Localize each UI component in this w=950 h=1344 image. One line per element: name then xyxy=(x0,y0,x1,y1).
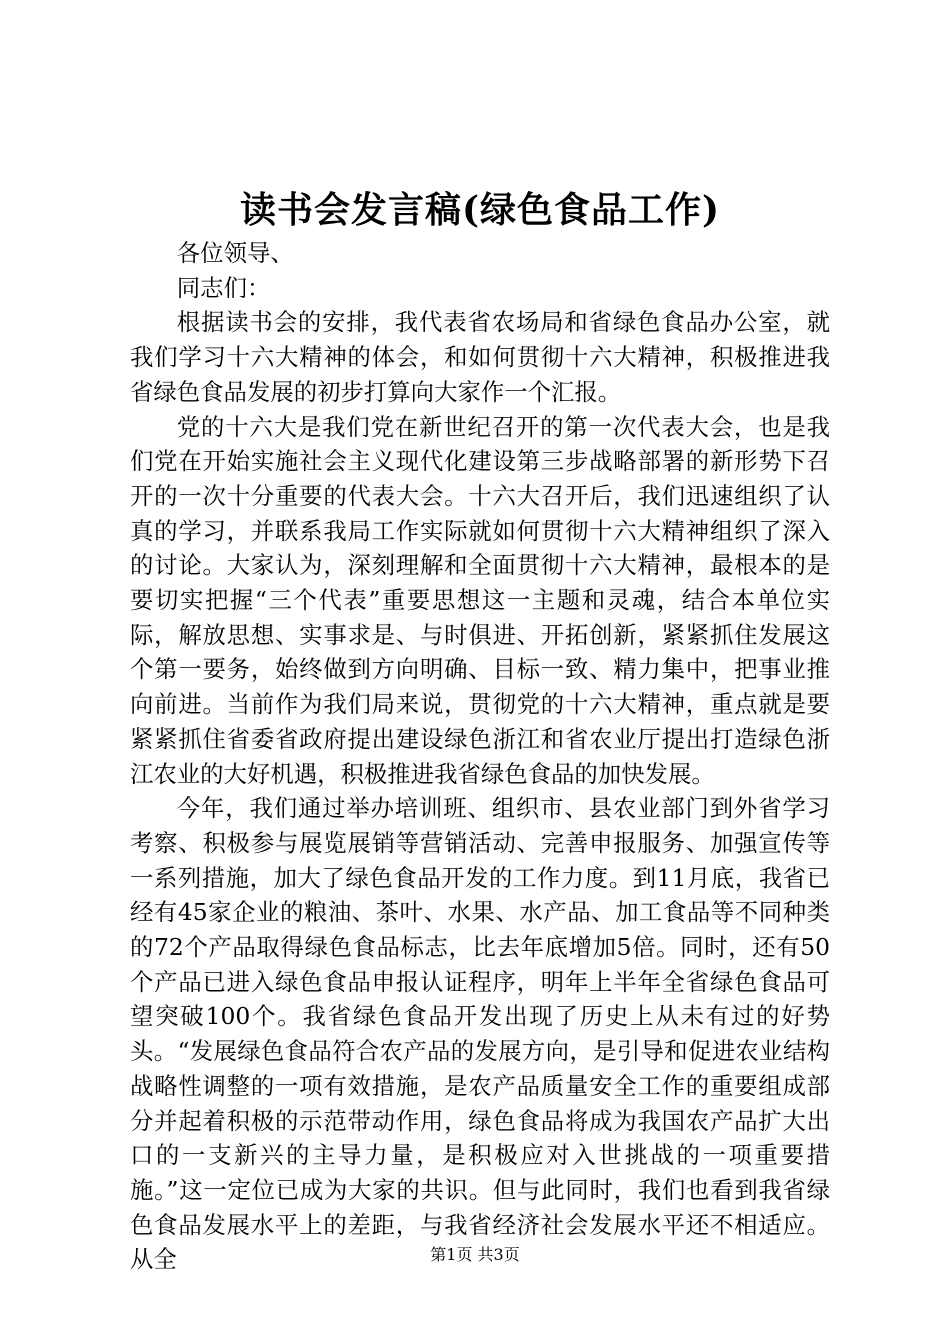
salutation-comrades: 同志们： xyxy=(176,273,271,302)
salutation-leaders: 各位领导、 xyxy=(176,239,294,267)
document-title: 读书会发言稿(绿色食品工作) xyxy=(239,189,721,231)
paragraph-congress: 党的十六大是我们党在新世纪召开的第一次代表大会，也是我们党在开始实施社会主义现代化建设第三步战略部署的新形势下召开的一次十分重要的代表大会。十六大召开后，我们迅速组织了认真的学习，并联系我局工作实际就如何贯彻十六大精神组织了深入的讨论。大家认为，深刻理解和全面贯彻十六大精神，最根本的是要切实把握“三个代表”重要思想这一主题和灵魂，结合本单位实际，解放思想、实事求是、与时俱进、开拓创新，紧紧抓住发展这个第一要务，始终做到方向明确、目标一致、精力集中，把事业推向前进。当前作为我们局来说，贯彻党的十六大精神，重点就是要紧紧抓住省委省政府提出建设绿色浙江和省农业厅提出打造绿色浙江农业的大好机遇，积极推进我省绿色食品的加快发展。 xyxy=(130,412,830,788)
paragraph-intro: 根据读书会的安排，我代表省农场局和省绿色食品办公室，就我们学习十六大精神的体会，和如何贯彻十六大精神，积极推进我省绿色食品发展的初步打算向大家作一个汇报。 xyxy=(130,308,830,406)
page-number-footer: 第1页 共3页 xyxy=(430,1245,520,1264)
paragraph-progress: 今年，我们通过举办培训班、组织市、县农业部门到外省学习考察、积极参与展览展销等营销活动、完善申报服务、加强宣传等一系列措施，加大了绿色食品开发的工作力度。到11月底，我省已经有45家企业的粮油、茶叶、水果、水产品、加工食品等不同种类的72个产品取得绿色食品标志，比去年底增加5倍。同时，还有50个产品已进入绿色食品申报认证程序，明年上半年全省绿色食品可望突破100个。我省绿色食品开发出现了历史上从未有过的好势头。“发展绿色食品符合农产品的发展方向，是引导和促进农业结构战略性调整的一项有效措施，是农产品质量安全工作的重要组成部分并起着积极的示范带动作用，绿色食品将成为我国农产品扩大出口的一支新兴的主导力量，是积极应对入世挑战的一项重要措施。”这一定位已成为大家的共识。但与此同时，我们也看到我省绿色食品发展水平上的差距，与我省经济社会发展水平还不相适应。从全 xyxy=(130,794,830,1274)
document-body xyxy=(130,236,830,1277)
